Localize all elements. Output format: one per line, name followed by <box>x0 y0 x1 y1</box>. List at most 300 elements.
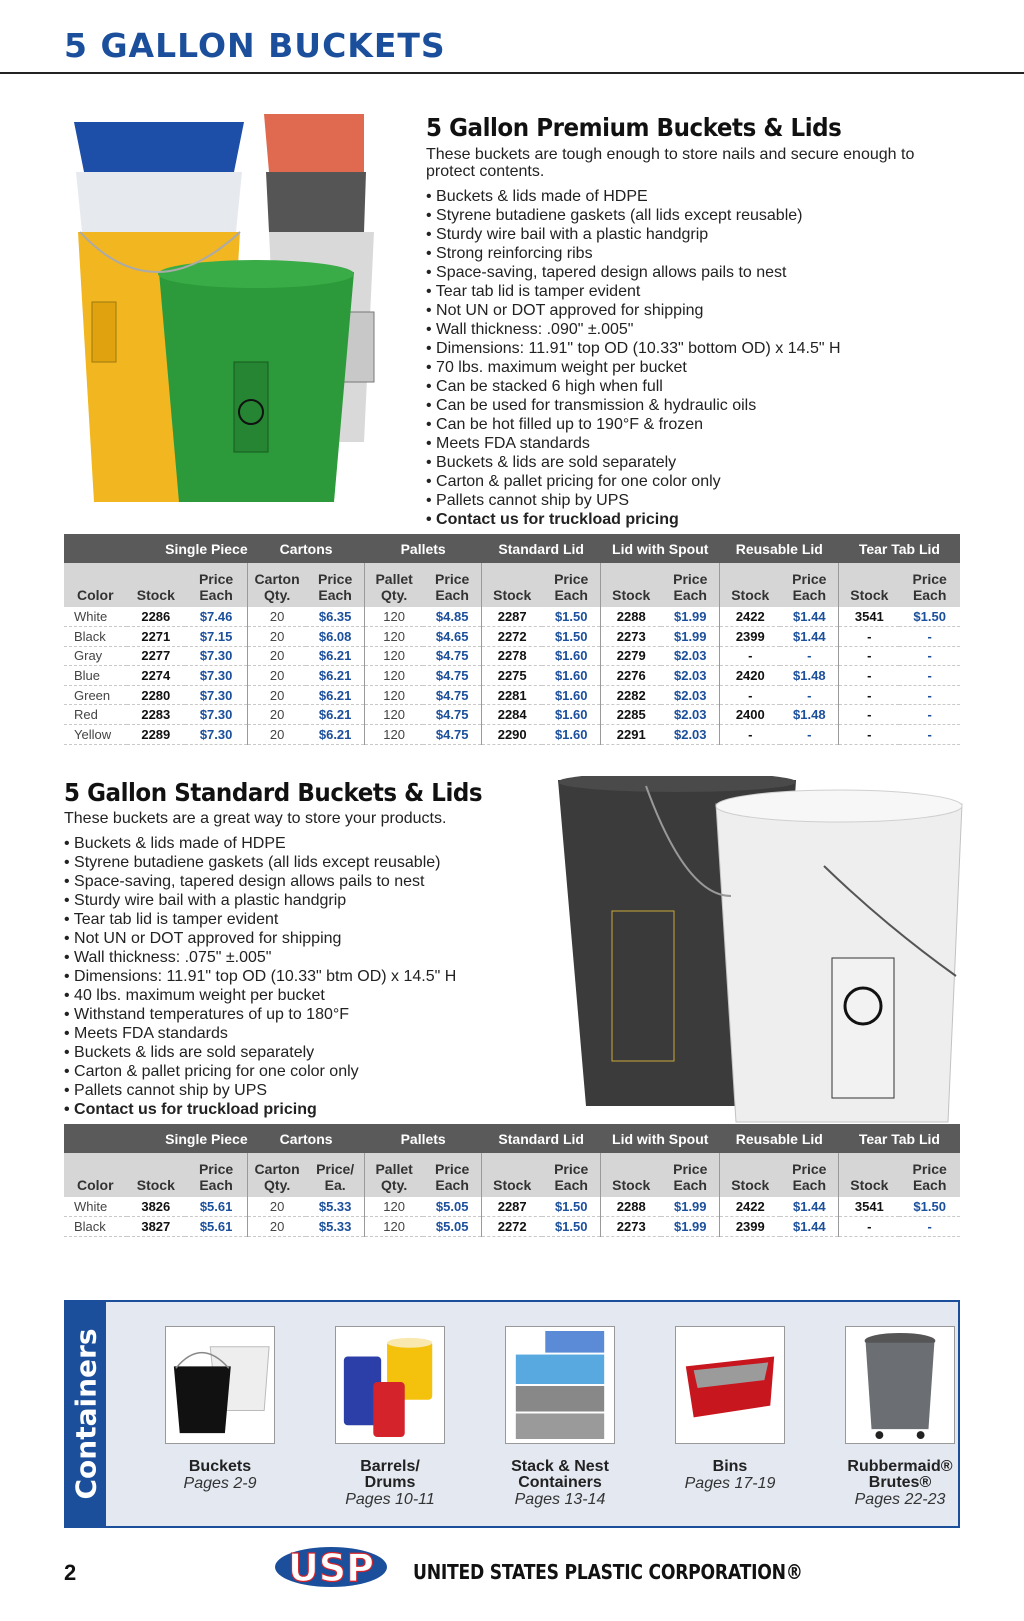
feature-bullet: • Meets FDA standards <box>64 1024 554 1043</box>
column-header-line: Each <box>435 587 469 603</box>
table-cell: 120 <box>365 607 424 627</box>
company-name: UNITED STATES PLASTIC CORPORATION® <box>413 1560 803 1584</box>
table-column-header <box>899 563 960 607</box>
table-cell: White <box>64 1197 127 1217</box>
table-cell: 2283 <box>127 705 186 725</box>
bins-thumbnail <box>675 1326 785 1444</box>
table-cell: $1.60 <box>542 666 601 686</box>
premium-heading: 5 Gallon Premium Buckets & Lids <box>426 113 842 142</box>
feature-bullet: • Buckets & lids are sold separately <box>64 1043 554 1062</box>
table-cell: 2286 <box>127 607 186 627</box>
table-cell: $1.99 <box>661 627 720 647</box>
column-header-line: Stock <box>136 587 175 603</box>
category-brutes[interactable] <box>815 1326 985 1508</box>
column-header-line: Price <box>792 1161 827 1177</box>
table-cell: 120 <box>365 646 424 666</box>
feature-bullet: • Buckets & lids made of HDPE <box>426 187 946 206</box>
table-cell: $1.50 <box>542 627 601 647</box>
column-header-line: Each <box>199 587 233 603</box>
table-column-header <box>601 1153 662 1197</box>
table-column-header <box>306 1153 365 1197</box>
column-header-line: Each <box>435 1177 469 1193</box>
feature-bullet: • Styrene butadiene gaskets (all lids except reusable) <box>426 206 946 225</box>
table-cell: 2287 <box>482 607 543 627</box>
feature-bullet: • Carton & pallet pricing for one color only <box>64 1062 554 1081</box>
table-cell: - <box>899 1217 960 1237</box>
table-cell: - <box>899 705 960 725</box>
table-cell: - <box>720 646 781 666</box>
table-cell: $4.75 <box>423 666 482 686</box>
table-cell: $5.33 <box>306 1217 365 1237</box>
column-header-line: Price <box>673 571 708 587</box>
table-cell: $6.21 <box>306 646 365 666</box>
standard-intro: These buckets are a great way to store your products. <box>64 810 447 827</box>
table-column-header <box>127 563 186 607</box>
table-column-header <box>64 563 127 607</box>
column-header-line: Each <box>792 587 827 603</box>
table-cell: 120 <box>365 725 424 745</box>
category-pages: Pages 13-14 <box>514 1491 606 1508</box>
column-header-line: Each <box>554 1177 588 1193</box>
table-group-header: Single Piece <box>64 534 248 563</box>
column-header-line: Each <box>318 587 352 603</box>
table-cell: 2277 <box>127 646 186 666</box>
containers-tab-label: Containers <box>69 1328 103 1500</box>
table-group-header: Standard Lid <box>482 1124 601 1153</box>
table-cell: $4.85 <box>423 607 482 627</box>
category-name: Rubbermaid® Brutes® <box>847 1458 953 1491</box>
table-column-header <box>185 1153 248 1197</box>
table-cell: 2280 <box>127 685 186 705</box>
containers-tab <box>66 1302 106 1526</box>
table-cell: 3541 <box>839 607 900 627</box>
table-column-header <box>839 563 900 607</box>
table-cell: $2.03 <box>661 666 720 686</box>
table-cell: 2276 <box>601 666 662 686</box>
column-header-line: Each <box>912 1177 947 1193</box>
table-group-header: Tear Tab Lid <box>839 534 960 563</box>
table-cell: $5.05 <box>423 1217 482 1237</box>
table-cell: Yellow <box>64 725 127 745</box>
column-header-line: Qty. <box>381 587 408 603</box>
table-cell: - <box>839 646 900 666</box>
table-cell: $1.44 <box>780 607 839 627</box>
feature-bullet: • Withstand temperatures of up to 180°F <box>64 1005 554 1024</box>
table-cell: $6.21 <box>306 725 365 745</box>
table-cell: 3826 <box>127 1197 186 1217</box>
column-header-line: Stock <box>493 587 532 603</box>
table-cell: $4.75 <box>423 705 482 725</box>
table-row <box>64 705 960 725</box>
table-cell: 2272 <box>482 627 543 647</box>
column-header-line: Price <box>673 1161 708 1177</box>
table-cell: 2287 <box>482 1197 543 1217</box>
table-column-header <box>365 563 424 607</box>
feature-bullet: • Not UN or DOT approved for shipping <box>64 929 554 948</box>
feature-bullet: • Contact us for truckload pricing <box>64 1100 554 1119</box>
table-group-header: Cartons <box>248 1124 365 1153</box>
column-header-line: Price <box>198 1161 234 1177</box>
table-cell: 2272 <box>482 1217 543 1237</box>
feature-bullet: • Buckets & lids made of HDPE <box>64 834 554 853</box>
feature-bullet: • Tear tab lid is tamper evident <box>426 282 946 301</box>
brutes-thumbnail <box>845 1326 955 1444</box>
table-cell: - <box>780 725 839 745</box>
table-cell: 20 <box>248 607 307 627</box>
standard-feature-list <box>64 834 554 1119</box>
table-cell: 20 <box>248 1197 307 1217</box>
table-row <box>64 627 960 647</box>
table-column-header <box>661 1153 720 1197</box>
table-cell: 2275 <box>482 666 543 686</box>
column-header-line: Carton <box>254 1161 300 1177</box>
table-cell: - <box>839 705 900 725</box>
table-cell: 2282 <box>601 685 662 705</box>
column-header-line: Pallet <box>375 571 413 587</box>
table-cell: $1.60 <box>542 685 601 705</box>
column-header-line: Stock <box>850 587 889 603</box>
table-cell: 120 <box>365 627 424 647</box>
table-cell: 2422 <box>720 607 781 627</box>
table-cell: - <box>839 666 900 686</box>
table-row <box>64 685 960 705</box>
table-column-header <box>780 1153 839 1197</box>
table-cell: $1.50 <box>542 1217 601 1237</box>
feature-bullet: • Sturdy wire bail with a plastic handgrip <box>64 891 554 910</box>
standard-heading: 5 Gallon Standard Buckets & Lids <box>64 778 483 807</box>
table-cell: 20 <box>248 666 307 686</box>
table-cell: 2274 <box>127 666 186 686</box>
feature-bullet: • Can be used for transmission & hydraulic oils <box>426 396 946 415</box>
category-name: Buckets <box>188 1458 252 1475</box>
table-group-header: Tear Tab Lid <box>839 1124 960 1153</box>
table-cell: 120 <box>365 685 424 705</box>
table-row <box>64 1217 960 1237</box>
table-column-header <box>306 563 365 607</box>
table-cell: $6.21 <box>306 666 365 686</box>
premium-price-table <box>64 534 960 745</box>
table-cell: - <box>839 685 900 705</box>
table-cell: - <box>899 685 960 705</box>
column-header-line: Each <box>199 1177 233 1193</box>
feature-bullet: • Sturdy wire bail with a plastic handgrip <box>426 225 946 244</box>
table-cell: $1.50 <box>542 1197 601 1217</box>
feature-bullet: • Dimensions: 11.91" top OD (10.33" btm OD) x 14.5" H <box>64 967 554 986</box>
table-group-header: Single Piece <box>64 1124 248 1153</box>
table-cell: White <box>64 607 127 627</box>
column-header-line: Color <box>76 587 114 603</box>
table-cell: Black <box>64 627 127 647</box>
table-cell: $7.30 <box>185 646 248 666</box>
table-cell: 120 <box>365 1217 424 1237</box>
table-cell: 2290 <box>482 725 543 745</box>
table-column-header <box>64 1153 127 1197</box>
table-column-header <box>542 563 601 607</box>
table-cell: $1.50 <box>542 607 601 627</box>
table-cell: Black <box>64 1217 127 1237</box>
table-cell: $7.46 <box>185 607 248 627</box>
svg-text:USP: USP <box>287 1546 375 1590</box>
table-cell: 2399 <box>720 1217 781 1237</box>
table-cell: 2291 <box>601 725 662 745</box>
table-cell: $1.60 <box>542 705 601 725</box>
table-cell: - <box>720 685 781 705</box>
feature-bullet: • Not UN or DOT approved for shipping <box>426 301 946 320</box>
column-header-line: Each <box>554 587 588 603</box>
table-cell: Gray <box>64 646 127 666</box>
table-cell: - <box>780 685 839 705</box>
column-header-line: Stock <box>612 1177 651 1193</box>
table-cell: $7.15 <box>185 627 248 647</box>
table-column-header <box>542 1153 601 1197</box>
table-cell: 120 <box>365 1197 424 1217</box>
table-group-header: Cartons <box>248 534 365 563</box>
feature-bullet: • 70 lbs. maximum weight per bucket <box>426 358 946 377</box>
premium-intro: These buckets are tough enough to store nails and secure enough to protect contents. <box>426 146 915 180</box>
column-header-line: Pallet <box>375 1161 413 1177</box>
table-group-header: Reusable Lid <box>720 1124 839 1153</box>
table-cell: $7.30 <box>185 725 248 745</box>
table-row <box>64 1197 960 1217</box>
column-header-line: Stock <box>731 1177 770 1193</box>
table-cell: $5.61 <box>185 1197 248 1217</box>
table-cell: $1.44 <box>780 1217 839 1237</box>
table-cell: 2273 <box>601 1217 662 1237</box>
column-header-line: Price <box>318 571 353 587</box>
category-pages: Pages 10-11 <box>345 1491 435 1508</box>
page-number: 2 <box>64 1560 77 1585</box>
table-cell: $1.99 <box>661 1217 720 1237</box>
table-cell: $1.48 <box>780 705 839 725</box>
column-header-line: Stock <box>731 587 770 603</box>
column-header-line: Price <box>435 1161 470 1177</box>
feature-bullet: • Styrene butadiene gaskets (all lids except reusable) <box>64 853 554 872</box>
table-column-header <box>780 563 839 607</box>
column-header-line: Stock <box>850 1177 889 1193</box>
table-column-header <box>423 563 482 607</box>
column-header-line: Stock <box>136 1177 175 1193</box>
table-cell: 20 <box>248 1217 307 1237</box>
table-cell: $1.50 <box>899 607 960 627</box>
table-cell: - <box>899 666 960 686</box>
table-cell: $2.03 <box>661 685 720 705</box>
table-cell: $1.44 <box>780 1197 839 1217</box>
table-cell: $1.44 <box>780 627 839 647</box>
column-header-line: Qty. <box>264 587 291 603</box>
table-cell: Green <box>64 685 127 705</box>
table-cell: 2289 <box>127 725 186 745</box>
table-cell: $2.03 <box>661 705 720 725</box>
table-column-header <box>720 1153 781 1197</box>
table-column-header <box>248 563 307 607</box>
table-cell: 20 <box>248 705 307 725</box>
feature-bullet: • Contact us for truckload pricing <box>426 510 946 529</box>
table-cell: $5.61 <box>185 1217 248 1237</box>
category-pages: Pages 2-9 <box>183 1475 257 1492</box>
category-pages: Pages 17-19 <box>684 1475 776 1492</box>
table-cell: $2.03 <box>661 725 720 745</box>
table-cell: $1.99 <box>661 1197 720 1217</box>
standard-buckets-image <box>556 776 966 1124</box>
table-cell: - <box>839 627 900 647</box>
column-header-line: Color <box>76 1177 114 1193</box>
table-cell: $7.30 <box>185 705 248 725</box>
feature-bullet: • Space-saving, tapered design allows pails to nest <box>426 263 946 282</box>
table-column-header <box>839 1153 900 1197</box>
table-group-header: Lid with Spout <box>601 1124 720 1153</box>
table-cell: 2285 <box>601 705 662 725</box>
table-cell: $6.08 <box>306 627 365 647</box>
table-column-header <box>365 1153 424 1197</box>
table-cell: 2288 <box>601 1197 662 1217</box>
table-row <box>64 666 960 686</box>
table-cell: - <box>899 646 960 666</box>
buckets-thumbnail <box>165 1326 275 1444</box>
table-group-header: Standard Lid <box>482 534 601 563</box>
table-cell: $6.21 <box>306 685 365 705</box>
category-pages: Pages 22-23 <box>854 1491 946 1508</box>
table-column-header <box>482 563 543 607</box>
table-column-header <box>899 1153 960 1197</box>
feature-bullet: • Meets FDA standards <box>426 434 946 453</box>
table-cell: $7.30 <box>185 666 248 686</box>
table-column-header <box>248 1153 307 1197</box>
table-cell: $1.99 <box>661 607 720 627</box>
table-cell: 3827 <box>127 1217 186 1237</box>
table-cell: 2420 <box>720 666 781 686</box>
table-cell: $6.21 <box>306 705 365 725</box>
premium-feature-list <box>426 187 946 529</box>
table-cell: $4.75 <box>423 725 482 745</box>
table-cell: 20 <box>248 627 307 647</box>
table-row <box>64 725 960 745</box>
table-group-header: Reusable Lid <box>720 534 839 563</box>
table-cell: $4.75 <box>423 646 482 666</box>
table-cell: Red <box>64 705 127 725</box>
table-cell: Blue <box>64 666 127 686</box>
table-column-header <box>601 563 662 607</box>
table-row <box>64 646 960 666</box>
column-header-line: Stock <box>493 1177 532 1193</box>
table-group-header: Pallets <box>365 1124 482 1153</box>
table-cell: $2.03 <box>661 646 720 666</box>
table-column-header <box>423 1153 482 1197</box>
table-cell: $6.35 <box>306 607 365 627</box>
column-header-line: Each <box>673 1177 707 1193</box>
table-column-header <box>661 563 720 607</box>
table-cell: $1.60 <box>542 725 601 745</box>
stack-nest-thumbnail <box>505 1326 615 1444</box>
table-cell: 20 <box>248 646 307 666</box>
table-cell: $4.65 <box>423 627 482 647</box>
column-header-line: Ea. <box>324 1177 346 1193</box>
category-barrels-drums[interactable] <box>305 1326 475 1508</box>
table-cell: 2288 <box>601 607 662 627</box>
column-header-line: Qty. <box>264 1177 291 1193</box>
table-column-header <box>482 1153 543 1197</box>
table-row <box>64 607 960 627</box>
table-cell: $1.60 <box>542 646 601 666</box>
table-cell: 120 <box>365 705 424 725</box>
table-column-header <box>720 563 781 607</box>
feature-bullet: • Tear tab lid is tamper evident <box>64 910 554 929</box>
table-group-header: Pallets <box>365 534 482 563</box>
table-cell: 2273 <box>601 627 662 647</box>
column-header-line: Price/ <box>316 1161 355 1177</box>
feature-bullet: • Can be hot filled up to 190°F & frozen <box>426 415 946 434</box>
column-header-line: Price <box>198 571 234 587</box>
feature-bullet: • Strong reinforcing ribs <box>426 244 946 263</box>
table-cell: $5.33 <box>306 1197 365 1217</box>
feature-bullet: • Pallets cannot ship by UPS <box>426 491 946 510</box>
page-title: 5 GALLON BUCKETS <box>64 26 446 65</box>
table-cell: 120 <box>365 666 424 686</box>
table-cell: 2422 <box>720 1197 781 1217</box>
column-header-line: Price <box>912 571 947 587</box>
category-name: Stack & Nest Containers <box>511 1458 609 1491</box>
feature-bullet: • Wall thickness: .075" ±.005" <box>64 948 554 967</box>
table-cell: - <box>899 627 960 647</box>
table-cell: $5.05 <box>423 1197 482 1217</box>
table-cell: 3541 <box>839 1197 900 1217</box>
column-header-line: Each <box>912 587 947 603</box>
table-column-header <box>127 1153 186 1197</box>
feature-bullet: • Dimensions: 11.91" top OD (10.33" bottom OD) x 14.5" H <box>426 339 946 358</box>
table-group-header: Lid with Spout <box>601 534 720 563</box>
containers-panel <box>64 1300 960 1528</box>
usp-logo <box>274 1540 388 1592</box>
column-header-line: Carton <box>254 571 300 587</box>
table-cell: - <box>839 725 900 745</box>
premium-buckets-image <box>64 112 424 512</box>
column-header-line: Qty. <box>381 1177 408 1193</box>
feature-bullet: • Buckets & lids are sold separately <box>426 453 946 472</box>
table-cell: 2400 <box>720 705 781 725</box>
table-cell: 2271 <box>127 627 186 647</box>
table-cell: - <box>899 725 960 745</box>
feature-bullet: • Can be stacked 6 high when full <box>426 377 946 396</box>
table-cell: 20 <box>248 725 307 745</box>
category-buckets[interactable] <box>135 1326 305 1492</box>
column-header-line: Price <box>554 571 589 587</box>
table-cell: - <box>720 725 781 745</box>
category-name: Bins <box>712 1458 748 1475</box>
table-cell: 2399 <box>720 627 781 647</box>
table-cell: - <box>780 646 839 666</box>
category-bins[interactable] <box>645 1326 815 1492</box>
feature-bullet: • Space-saving, tapered design allows pails to nest <box>64 872 554 891</box>
column-header-line: Each <box>792 1177 827 1193</box>
table-cell: $1.48 <box>780 666 839 686</box>
table-cell: 2279 <box>601 646 662 666</box>
feature-bullet: • 40 lbs. maximum weight per bucket <box>64 986 554 1005</box>
category-stack-nest[interactable] <box>475 1326 645 1508</box>
column-header-line: Price <box>792 571 827 587</box>
column-header-line: Stock <box>612 587 651 603</box>
category-name: Barrels/ Drums <box>360 1458 420 1491</box>
feature-bullet: • Wall thickness: .090" ±.005" <box>426 320 946 339</box>
column-header-line: Price <box>554 1161 589 1177</box>
barrels-thumbnail <box>335 1326 445 1444</box>
table-cell: - <box>839 1217 900 1237</box>
table-cell: 2278 <box>482 646 543 666</box>
column-header-line: Price <box>912 1161 947 1177</box>
table-cell: $1.50 <box>899 1197 960 1217</box>
feature-bullet: • Pallets cannot ship by UPS <box>64 1081 554 1100</box>
title-divider <box>0 72 1024 74</box>
table-cell: $4.75 <box>423 685 482 705</box>
table-cell: 2284 <box>482 705 543 725</box>
